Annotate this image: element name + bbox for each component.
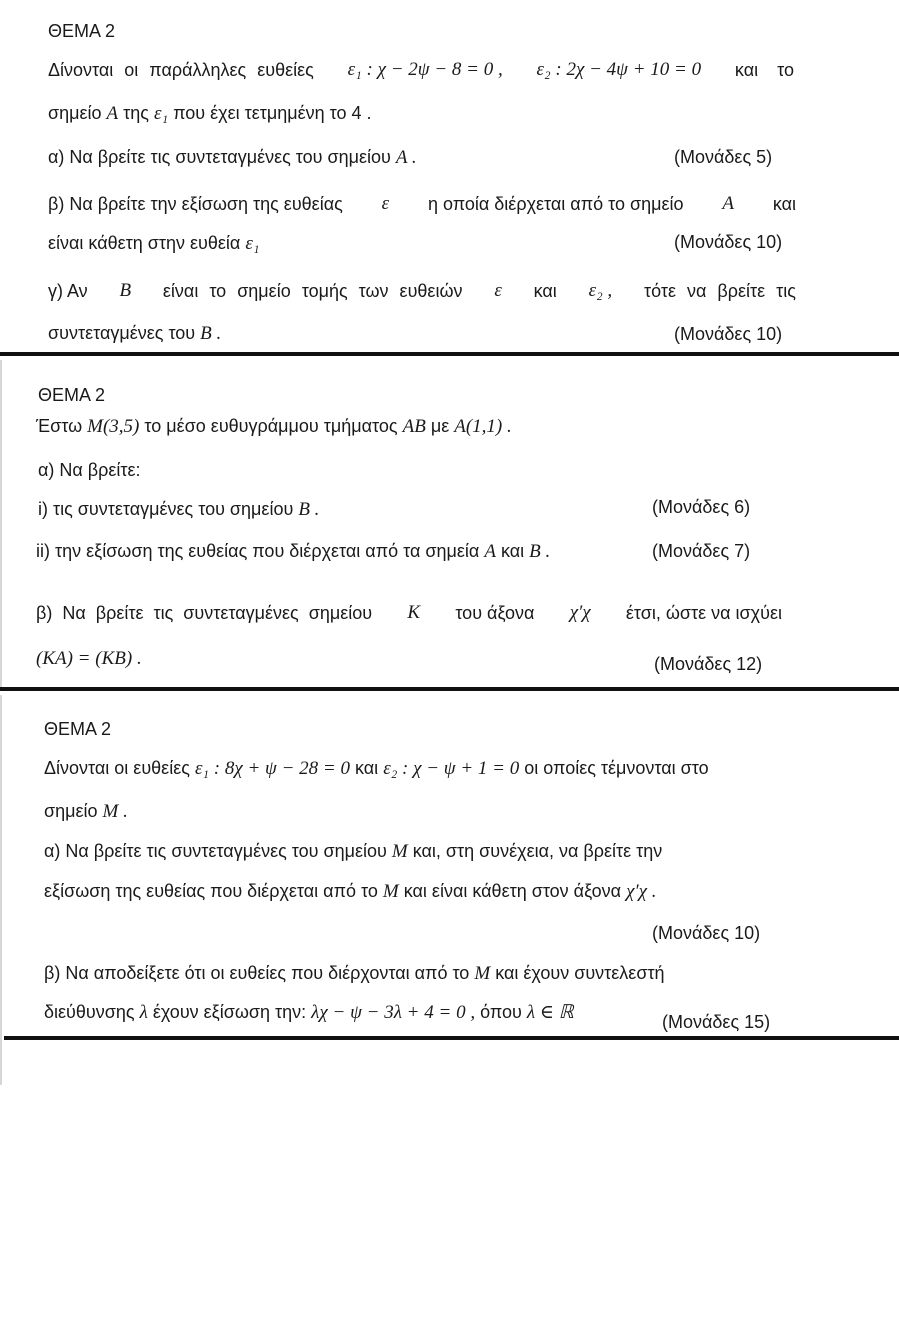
text-span: του άξονα [455, 603, 535, 623]
math-symbol: Β . [298, 499, 320, 520]
section-title: ΘΕΜΑ 2 [44, 719, 112, 739]
math-symbol: Κ [407, 602, 421, 623]
math-symbol: Β . [200, 323, 222, 344]
text-span: έχουν εξίσωση την: [152, 1002, 307, 1022]
text-span: Δίνονται οι ευθείες [44, 758, 190, 778]
math-symbol: Μ . [102, 801, 128, 822]
section-divider [0, 687, 899, 691]
text-span: β) Να αποδείξετε ότι οι ευθείες που διέρχονται από το [44, 963, 470, 983]
text-span: και το [734, 60, 794, 80]
section-divider [4, 1036, 899, 1040]
text-span: διεύθυνσης [44, 1002, 135, 1022]
text-span: σημείο [48, 103, 102, 123]
section-divider [0, 352, 899, 356]
question-a-i [38, 497, 319, 522]
math-symbol: λ ∈ ℝ [526, 1002, 574, 1023]
question-c [48, 279, 796, 303]
math-symbol: Μ [391, 841, 408, 862]
marks-label: (Μονάδες 10) [674, 324, 783, 344]
question-a-line2 [44, 879, 656, 904]
text-span: α) Να βρείτε τις συντεταγμένες του σημείου [44, 841, 387, 861]
math-symbol: Α [106, 103, 119, 124]
problem-line [44, 799, 128, 824]
text-span: τότε να βρείτε τις [643, 281, 796, 301]
math-symbol: Α [722, 193, 734, 214]
text-span: και [772, 194, 796, 214]
text-span: σημείο [44, 801, 98, 821]
text-span: και, στη συνέχεια, να βρείτε την [412, 841, 663, 861]
page-edge [0, 360, 2, 690]
text-span: το μέσο ευθυγράμμου τμήματος [144, 416, 398, 436]
text-span: γ) Αν [48, 281, 88, 301]
text-span: Έστω [36, 416, 83, 436]
text-span: όπου [480, 1002, 522, 1022]
question-b-line2 [44, 1000, 574, 1025]
math-symbol: Α . [395, 147, 417, 168]
text-span: α) Να βρείτε τις συντεταγμένες του σημείου [48, 147, 391, 167]
math-symbol: Β [119, 280, 132, 301]
text-span: i) τις συντεταγμένες του σημείου [38, 499, 294, 519]
marks-label: (Μονάδες 10) [652, 923, 761, 943]
page-edge [0, 695, 2, 1085]
marks-label: (Μονάδες 7) [652, 541, 751, 561]
marks-label: (Μονάδες 12) [654, 654, 763, 674]
text-span: και έχουν συντελεστή [495, 963, 665, 983]
problem-line [48, 101, 372, 126]
equation-e2: ε₂ : χ − ψ + 1 = 0 [383, 758, 520, 779]
marks-label: (Μονάδες 10) [674, 232, 783, 252]
math-symbol: ΑΒ [402, 416, 426, 437]
text-span: β) Να βρείτε την εξίσωση της ευθείας [48, 194, 343, 214]
question-a: α) Να βρείτε: [38, 460, 141, 480]
question-c-line2 [48, 321, 221, 346]
question-a [48, 145, 417, 170]
math-symbol: ε₂ , [588, 280, 613, 301]
math-symbol: Β . [529, 541, 551, 562]
math-symbol: χ′χ . [626, 881, 657, 902]
equation-e1: ε₁ : χ − 2ψ − 8 = 0 , [347, 59, 503, 80]
problem-line [36, 414, 512, 439]
marks-label: (Μονάδες 5) [674, 147, 773, 167]
text-span: Δίνονται οι παράλληλες ευθείες [48, 60, 314, 80]
question-b-line2 [48, 231, 259, 256]
problem-line [44, 756, 709, 781]
text-span: και [355, 758, 379, 778]
text-span: β) Να βρείτε τις συντεταγμένες σημείου [36, 603, 373, 623]
text-span: η οποία διέρχεται από το σημείο [427, 194, 684, 214]
question-b [36, 601, 782, 625]
math-symbol: λ [139, 1002, 148, 1023]
marks-label: (Μονάδες 6) [652, 497, 751, 517]
text-span: και είναι κάθετη στον άξονα [403, 881, 622, 901]
question-b [48, 192, 796, 216]
text-span: είναι το σημείο τομής των ευθειών [162, 281, 463, 301]
text-span: της [123, 103, 149, 123]
text-span: έτσι, ώστε να ισχύει [625, 603, 782, 623]
question-b-equation [36, 646, 142, 671]
math-symbol: Α [484, 541, 496, 562]
text-span: οι οποίες τέμνονται στο [524, 758, 709, 778]
problem-line [48, 58, 794, 82]
text-span: είναι κάθετη στην ευθεία [48, 233, 241, 253]
math-symbol: ε [381, 193, 390, 214]
math-symbol: ε [494, 280, 502, 301]
equation-e2: ε₂ : 2χ − 4ψ + 10 = 0 [536, 59, 702, 80]
text-span: ii) την εξίσωση της ευθείας που διέρχεται από τα σημεία [36, 541, 480, 561]
section-title: ΘΕΜΑ 2 [48, 21, 116, 41]
equation-e1: ε₁ : 8χ + ψ − 28 = 0 [194, 758, 350, 779]
text-span: και [500, 541, 525, 561]
question-a-ii [36, 539, 550, 564]
math-symbol: Α(1,1) . [454, 416, 512, 437]
math-symbol: Μ [382, 881, 399, 902]
text-span: που έχει τετμημένη το 4 . [173, 103, 372, 123]
math-symbol: ε₁ [153, 103, 169, 124]
text-span: με [430, 416, 450, 436]
math-symbol: Μ(3,5) [87, 416, 140, 437]
text-span: και [533, 281, 557, 301]
math-symbol: Μ [474, 963, 491, 984]
text-span: συντεταγμένες του [48, 323, 196, 343]
text-span: εξίσωση της ευθείας που διέρχεται από το [44, 881, 378, 901]
math-symbol: ε₁ [245, 233, 260, 254]
math-symbol: (ΚΑ) = (ΚΒ) . [36, 648, 142, 669]
math-symbol: χ′χ [569, 602, 591, 623]
question-b [44, 961, 665, 986]
equation-lambda: λχ − ψ − 3λ + 4 = 0 , [311, 1002, 476, 1023]
section-title: ΘΕΜΑ 2 [38, 385, 106, 405]
question-a [44, 839, 662, 864]
marks-label: (Μονάδες 15) [662, 1012, 771, 1032]
